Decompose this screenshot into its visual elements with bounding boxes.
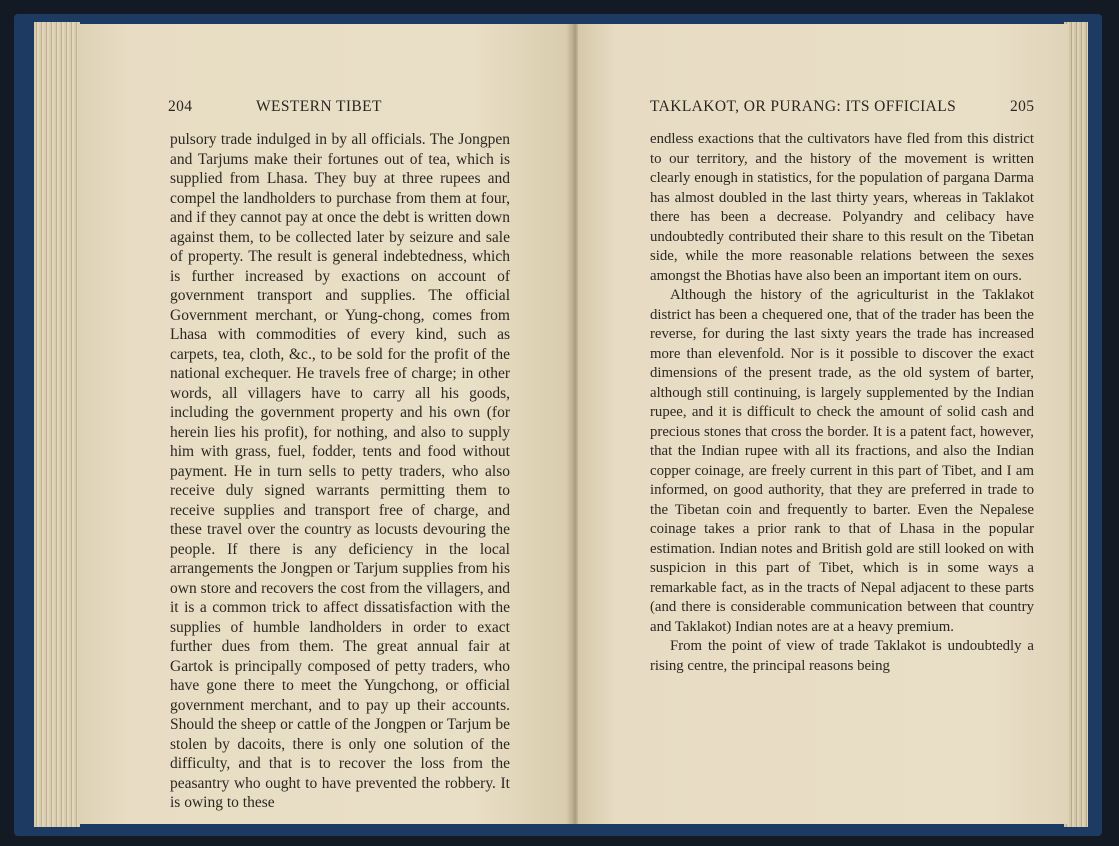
running-head: TAKLAKOT, OR PURANG: ITS OFFICIALS [650,98,957,115]
left-page [78,24,572,824]
paragraph: From the point of view of trade Taklakot is undoubtedly a rising centre, the principal reasons being [650,638,1034,674]
running-head: WESTERN TIBET [256,98,382,115]
left-page-body [170,130,510,813]
left-page-edges [34,22,80,827]
page-number: 205 [1010,98,1035,115]
paragraph: Although the history of the agriculturist in the Taklakot district has been a chequered one, that of the trader has been the reverse, for during the last sixty years the trade has increased more than elevenfold. Nor is it possible to discover the exact dimensions of the present trade, as the old system of barter, although still continuing, is largely supplemented by the Indian rupee, and it is difficult to check the amount of solid cash and precious stones that cross the border. It is a patent fact, however, that the Indian rupee with all its fractions, and also the Indian copper coinage, are freely current in this part of Tibet, and I am informed, on good authority, that they are preferred in trade to the Tibetan coin and frequently to barter. Even the Nepalese coinage takes a prior rank to that of Lhasa in the popular estimation. Indian notes and British gold are still looked on with suspicion in this part of Tibet, which is in some ways a remarkable fact, as in the tracts of Nepal adjacent to these parts (and there is considerable communication between that country and Taklakot) Indian notes are at a heavy premium. [650,287,1034,635]
right-page-body [650,130,1034,676]
paragraph: endless exactions that the cultivators have fled from this district to our territory, and the history of the movement is written clearly enough in statistics, for the population of pargana Darma has almost doubled in the last thirty years, whereas in Taklakot there has been a decrease. Polyandry and celibacy have undoubtedly contributed their share to this result on the Tibetan side, while the more reasonable relations between the sexes amongst the Bhotias have also been an important item on ours. [650,131,1034,284]
paragraph: pulsory trade indulged in by all officials. The Jongpen and Tarjums make their fortunes out of tea, which is supplied from Lhasa. They buy at three rupees and compel the landholders to purchase from them at four, and if they cannot pay at once the debt is written down against them, to be collected later by seizure and sale of property. The result is general indebtedness, which is further increased by exactions on account of government transport and supplies. The official Government merchant, or Yung-chong, comes from Lhasa with commodities of every kind, such as carpets, tea, cloth, &c., to be sold for the profit of the national exchequer. He travels free of charge; in other words, all villagers have to carry all his goods, including the government property and his own (for herein lies his profit), for nothing, and also to supply him with grass, fuel, fodder, tents and food without payment. He in turn sells to petty traders, who also receive duly signed warrants permitting them to receive supplies and transport free of charge, and these travel over the country as locusts devouring the people. If there is any deficiency in the local arrangements the Jongpen or Tarjum supplies from his own store and recovers the cost from the villagers, and it is a common trick to affect dissatisfaction with the supplies of humble landholders in order to exact further dues from them. The great annual fair at Gartok is principally composed of petty traders, who have gone there to meet the Yungchong, or official government merchant, and to pay up their accounts. Should the sheep or cattle of the Jongpen or Tarjum be stolen by dacoits, there is only one solution of the difficulty, and that is to recover the loss from the peasantry who ought to have prevented the robbery. It is owing to these [170,131,510,811]
page-number: 204 [168,98,193,115]
left-page-header [78,98,572,120]
right-page-header [578,98,1068,120]
right-page [578,24,1068,824]
